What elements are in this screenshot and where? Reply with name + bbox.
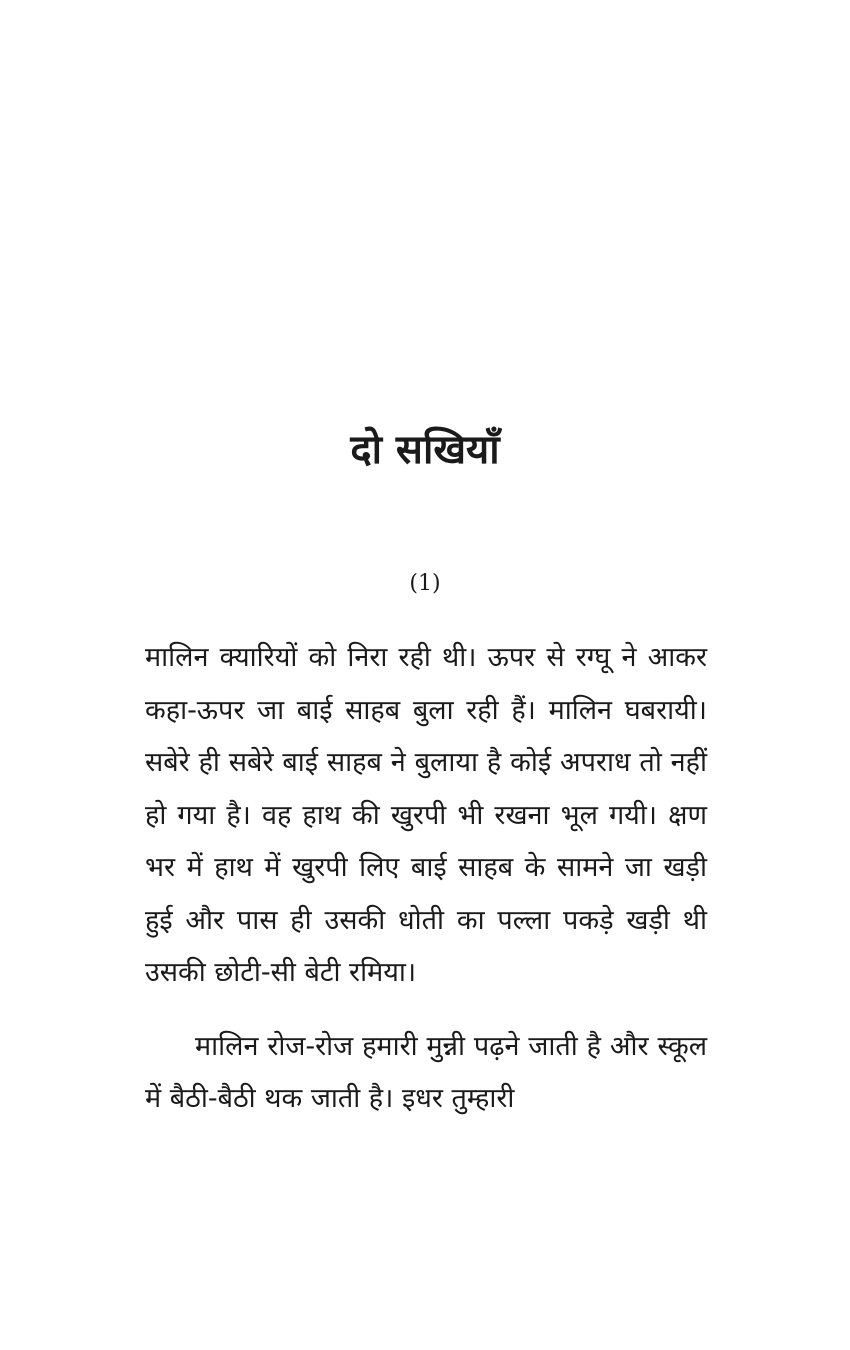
paragraph-2: मालिन रोज-रोज हमारी मुन्नी पढ़ने जाती है और स्कूल में बैठी-बैठी थक जाती है। इधर तुम्हारी <box>145 1030 707 1114</box>
paragraph-1: मालिन क्यारियों को निरा रही थी। ऊपर से रग्घू ने आकर कहा-ऊपर जा बाई साहब बुला रही हैं। मालिन घबरायी। सबेरे ही सबेरे बाई साहब ने बुलाया है कोई अपराध तो नहीं हो गया है। वह हाथ की खुरपी भी रखना भूल गयी। क्षण भर में हाथ में खुरपी लिए बाई साहब के सामने जा खड़ी हुई और पास ही उसकी धोती का पल्ला पकड़े खड़ी थी उसकी छोटी-सी बेटी रमिया। <box>145 642 707 988</box>
section-number: (1) <box>409 571 441 596</box>
body-text <box>145 632 707 1126</box>
chapter-title: दो सखियाँ <box>350 427 500 473</box>
